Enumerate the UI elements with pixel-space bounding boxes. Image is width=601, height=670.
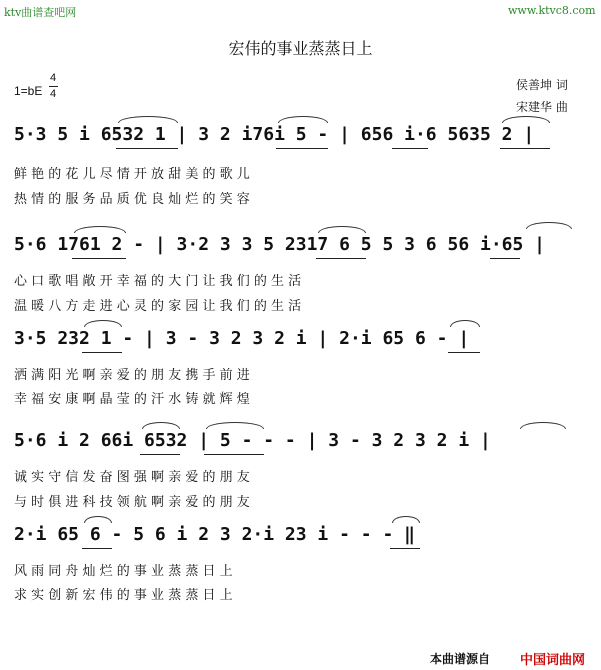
underline <box>276 148 328 149</box>
slur <box>392 516 420 523</box>
slur <box>502 116 550 123</box>
slur <box>84 516 112 523</box>
song-title: 宏伟的事业蒸蒸日上 <box>228 39 373 58</box>
footer-site-name[interactable]: 中国词曲网 <box>520 653 586 668</box>
slur <box>84 320 122 327</box>
notation-line-4: 5·6 i 2 66i 6532 | 5 - - - | 3 - 3 2 3 2 i | <box>14 430 491 451</box>
lyric-line-2a: 心 口 歌 唱 敞 开 幸 福 的 大 门 让 我 们 的 生 活 <box>14 274 302 289</box>
underline <box>204 454 264 455</box>
slur <box>118 116 178 123</box>
notation-line-2: 5·6 1761 2 - | 3·2 3 3 5 2317 6 5 5 3 6 56 i·65 | <box>14 234 546 255</box>
slur <box>450 320 480 327</box>
slur <box>74 226 126 233</box>
lyricist-credit: 侯善坤 词 <box>516 78 568 92</box>
underline <box>448 352 480 353</box>
composer-credit: 宋建华 曲 <box>516 100 568 114</box>
lyric-line-5b: 求 实 创 新 宏 伟 的 事 业 蒸 蒸 日 上 <box>14 588 233 603</box>
lyric-line-3b: 幸 福 安 康 啊 晶 莹 的 汗 水 铸 就 辉 煌 <box>14 392 250 407</box>
lyric-line-4a: 诚 实 守 信 发 奋 图 强 啊 亲 爱 的 朋 友 <box>14 470 250 485</box>
lyric-line-5a: 风 雨 同 舟 灿 烂 的 事 业 蒸 蒸 日 上 <box>14 564 233 579</box>
lyric-line-4b: 与 时 俱 进 科 技 领 航 啊 亲 爱 的 朋 友 <box>14 495 250 510</box>
notation-line-1: 5·3 5 i 6532 1 | 3 2 i76i 5 - | 656 i·6 5635 2 | <box>14 124 535 145</box>
slur <box>278 116 328 123</box>
underline <box>392 148 428 149</box>
lyric-line-1a: 鲜 艳 的 花 儿 尽 情 开 放 甜 美 的 歌 儿 <box>14 167 250 182</box>
watermark-right: www.ktvc8.com <box>508 4 596 17</box>
underline <box>140 454 180 455</box>
underline <box>72 258 126 259</box>
underline <box>116 148 178 149</box>
footer-source-label: 本曲谱源自 <box>430 652 491 666</box>
lyric-line-2b: 温 暖 八 方 走 进 心 灵 的 家 园 让 我 们 的 生 活 <box>14 299 302 314</box>
lyric-line-3a: 洒 满 阳 光 啊 亲 爱 的 朋 友 携 手 前 进 <box>14 368 250 383</box>
underline <box>316 258 366 259</box>
slur <box>526 222 572 229</box>
time-signature-line <box>49 86 58 87</box>
slur <box>520 422 566 429</box>
lyric-line-1b: 热 情 的 服 务 品 质 优 良 灿 烂 的 笑 容 <box>14 192 250 207</box>
slur <box>318 226 366 233</box>
slur <box>206 422 264 429</box>
underline <box>490 258 520 259</box>
underline <box>390 548 420 549</box>
time-signature-top: 4 <box>50 72 57 84</box>
slur <box>142 422 180 429</box>
notation-line-3: 3·5 232 1 - | 3 - 3 2 3 2 i | 2·i 65 6 - | <box>14 328 470 349</box>
key-signature: 1=bE <box>14 84 43 98</box>
notation-line-5: 2·i 65 6 - 5 6 i 2 3 2·i 23 i - - - ‖ <box>14 524 415 545</box>
underline <box>82 548 112 549</box>
watermark-left: ktv曲谱查吧网 <box>4 6 77 19</box>
underline <box>500 148 550 149</box>
underline <box>82 352 122 353</box>
time-signature-bottom: 4 <box>50 88 57 100</box>
